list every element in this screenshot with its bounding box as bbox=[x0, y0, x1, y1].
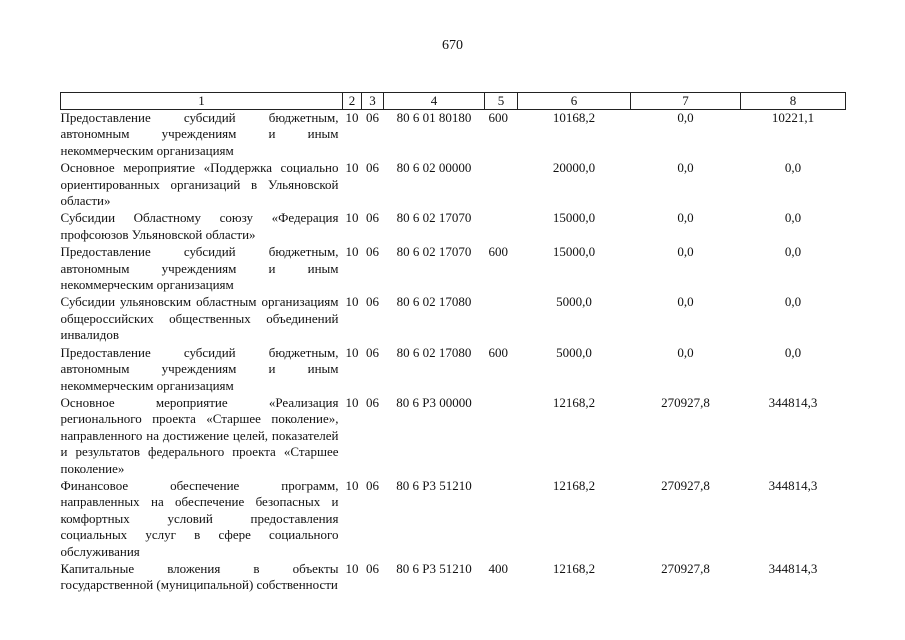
row-name: Предоставление субсидий бюджетным, автономным учреждениям и иным некоммерческим организациям bbox=[60, 110, 339, 158]
column-header: 8 bbox=[741, 93, 846, 110]
column-header: 1 bbox=[61, 93, 343, 110]
cell-expense-type bbox=[485, 478, 518, 561]
cell-amount-8: 10221,1 bbox=[771, 110, 815, 125]
cell-section: 10 bbox=[345, 160, 359, 176]
cell-amount-7: 0,0 bbox=[677, 344, 694, 360]
column-header: 7 bbox=[631, 93, 741, 110]
row-name: Предоставление субсидий бюджетным, автономным учреждениям и иным некоммерческим организациям bbox=[60, 244, 339, 293]
cell-target-article: 80 6 P3 51210 bbox=[396, 560, 472, 576]
table-header-row bbox=[61, 93, 846, 110]
cell-subsection: 06 bbox=[366, 344, 379, 360]
row-name: Субсидии ульяновским областным организациям общероссийских общественных объединений инвалидов bbox=[60, 294, 339, 343]
cell-amount-7: 0,0 bbox=[677, 244, 694, 260]
cell-target-article: 80 6 02 17070 bbox=[396, 210, 472, 226]
table-row bbox=[61, 160, 846, 210]
cell-amount-6: 12168,2 bbox=[552, 394, 596, 410]
cell-section: 10 bbox=[345, 344, 359, 360]
cell-amount-7: 0,0 bbox=[677, 294, 694, 310]
cell-amount-7: 270927,8 bbox=[661, 394, 710, 410]
column-header: 6 bbox=[518, 93, 631, 110]
cell-amount-6: 5000,0 bbox=[556, 294, 592, 310]
cell-amount-7: 0,0 bbox=[677, 210, 694, 226]
cell-subsection: 06 bbox=[366, 477, 379, 493]
cell-expense-type: 600 bbox=[488, 344, 508, 360]
cell-section: 10 bbox=[345, 294, 359, 310]
table-row bbox=[61, 561, 846, 595]
cell-amount-6: 5000,0 bbox=[556, 344, 592, 360]
table-row bbox=[61, 395, 846, 478]
cell-expense-type bbox=[485, 395, 518, 478]
cell-amount-6: 12168,2 bbox=[552, 477, 596, 493]
cell-amount-7: 270927,8 bbox=[661, 560, 710, 576]
page-number: 670 bbox=[442, 38, 463, 53]
column-header: 2 bbox=[343, 93, 362, 110]
column-header: 5 bbox=[485, 93, 518, 110]
cell-amount-8: 344814,3 bbox=[768, 560, 818, 576]
cell-expense-type: 400 bbox=[488, 560, 508, 576]
cell-amount-8: 344814,3 bbox=[768, 394, 818, 410]
cell-amount-8: 0,0 bbox=[784, 210, 802, 226]
row-name: Капитальные вложения в объекты государственной (муниципальной) собственности bbox=[60, 560, 339, 593]
cell-section: 10 bbox=[345, 477, 359, 493]
budget-table bbox=[60, 92, 846, 595]
cell-section: 10 bbox=[345, 210, 359, 226]
table-row bbox=[61, 294, 846, 344]
cell-target-article: 80 6 01 80180 bbox=[396, 110, 472, 125]
cell-target-article: 80 6 P3 51210 bbox=[396, 477, 472, 493]
cell-target-article: 80 6 02 17080 bbox=[396, 344, 472, 360]
cell-amount-7: 0,0 bbox=[677, 110, 694, 125]
cell-target-article: 80 6 02 17070 bbox=[396, 244, 472, 260]
row-name: Основное мероприятие «Поддержка социально ориентированных организаций в Ульяновской области» bbox=[60, 160, 339, 209]
cell-expense-type: 600 bbox=[488, 244, 508, 260]
cell-subsection: 06 bbox=[366, 294, 379, 310]
cell-expense-type: 600 bbox=[488, 110, 508, 125]
cell-amount-8: 0,0 bbox=[784, 294, 802, 310]
row-name: Предоставление субсидий бюджетным, автономным учреждениям и иным некоммерческим организациям bbox=[60, 344, 339, 393]
cell-target-article: 80 6 P3 00000 bbox=[396, 394, 472, 410]
table-row bbox=[61, 345, 846, 395]
cell-subsection: 06 bbox=[366, 210, 379, 226]
cell-section: 10 bbox=[345, 110, 359, 125]
cell-subsection: 06 bbox=[366, 160, 379, 176]
cell-target-article: 80 6 02 17080 bbox=[396, 294, 472, 310]
table-row bbox=[61, 478, 846, 561]
cell-subsection: 06 bbox=[366, 110, 379, 125]
cell-section: 10 bbox=[345, 244, 359, 260]
cell-expense-type bbox=[485, 294, 518, 344]
column-header: 4 bbox=[384, 93, 485, 110]
cell-section: 10 bbox=[345, 394, 359, 410]
cell-amount-6: 12168,2 bbox=[552, 560, 596, 576]
cell-expense-type bbox=[485, 210, 518, 244]
row-name: Субсидии Областному союзу «Федерация профсоюзов Ульяновской области» bbox=[60, 210, 339, 242]
cell-amount-8: 344814,3 bbox=[768, 477, 818, 493]
table-row bbox=[61, 110, 846, 161]
cell-amount-6: 15000,0 bbox=[552, 210, 596, 226]
cell-amount-6: 15000,0 bbox=[552, 244, 596, 260]
table-row bbox=[61, 244, 846, 294]
cell-expense-type bbox=[485, 160, 518, 210]
cell-amount-6: 10168,2 bbox=[552, 110, 596, 125]
cell-target-article: 80 6 02 00000 bbox=[396, 160, 472, 176]
cell-subsection: 06 bbox=[366, 560, 379, 576]
cell-subsection: 06 bbox=[366, 394, 379, 410]
row-name: Основное мероприятие «Реализация регионального проекта «Старшее поколение», направленного на достижение целей, показателей и результатов федерального проекта «Старшее поколение» bbox=[60, 394, 339, 476]
cell-amount-8: 0,0 bbox=[784, 344, 802, 360]
table-row bbox=[61, 210, 846, 244]
cell-amount-7: 270927,8 bbox=[661, 477, 710, 493]
column-header: 3 bbox=[362, 93, 384, 110]
cell-amount-7: 0,0 bbox=[677, 160, 694, 176]
row-name: Финансовое обеспечение программ, направленных на обеспечение безопасных и комфортных условий предоставления социальных услуг в сфере социального обслуживания bbox=[60, 477, 339, 559]
cell-amount-6: 20000,0 bbox=[552, 160, 596, 176]
cell-amount-8: 0,0 bbox=[784, 244, 802, 260]
cell-section: 10 bbox=[345, 560, 359, 576]
cell-subsection: 06 bbox=[366, 244, 379, 260]
cell-amount-8: 0,0 bbox=[784, 160, 802, 176]
